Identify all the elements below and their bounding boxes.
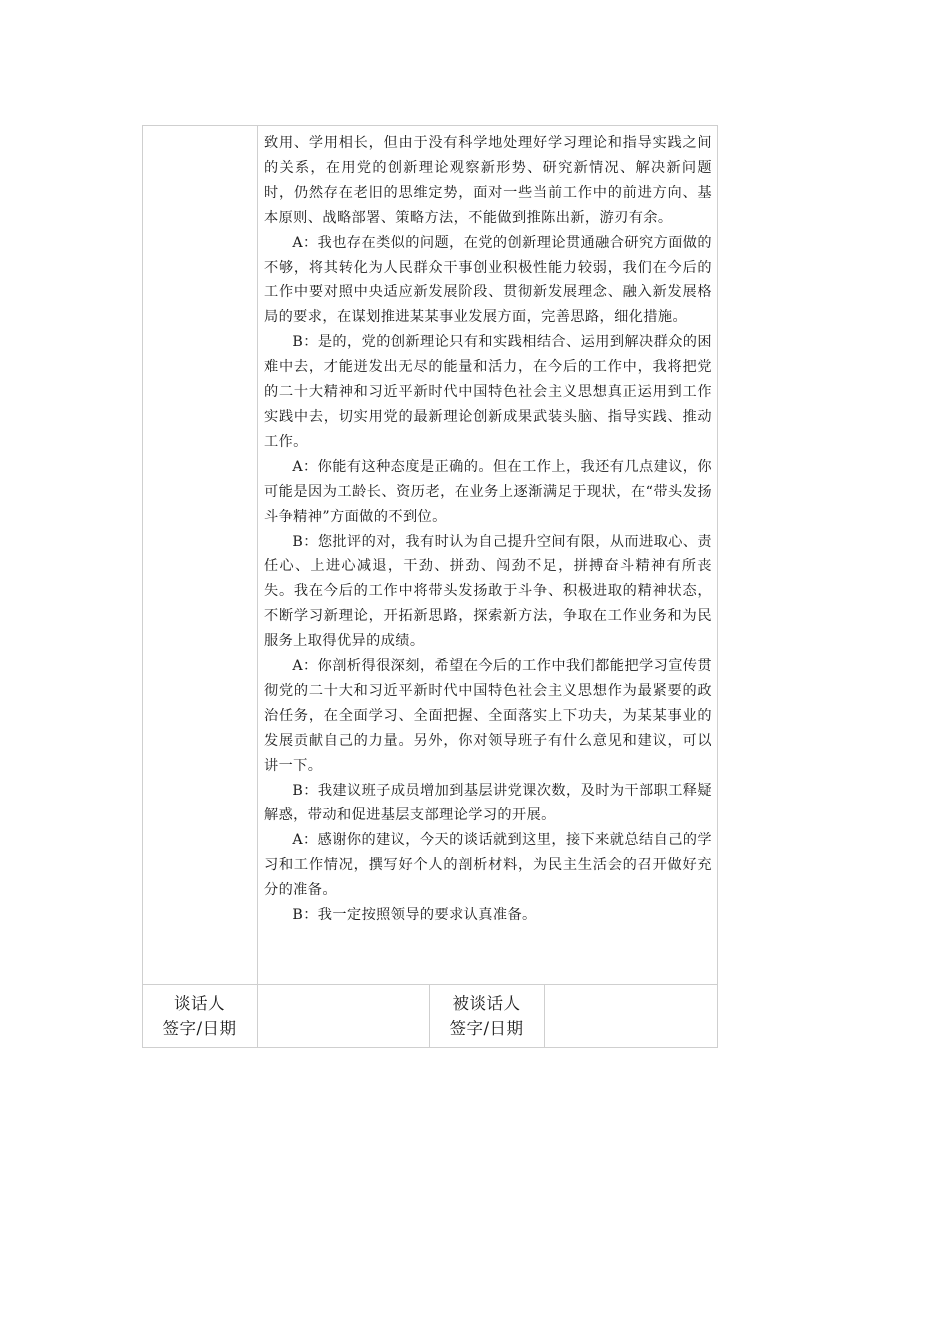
talkee-signature-label: [429, 992, 544, 1041]
talkee-label: 被谈话人: [452, 994, 521, 1013]
paragraph: A：感谢你的建议，今天的谈话就到这里，接下来就总结自己的学习和工作情况，撰写好个人的剖析材料，为民主生活会的召开做好充分的准备。: [264, 832, 712, 899]
paragraph: B：我建议班子成员增加到基层讲党课次数，及时为干部职工释疑解惑，带动和促进基层支部理论学习的开展。: [264, 782, 712, 824]
paragraph: A：你剖析得很深刻，希望在今后的工作中我们都能把学习宣传贯彻党的二十大和习近平新时代中国特色社会主义思想作为最紧要的政治任务，在全面学习、全面把握、全面落实上下功夫，为某某事业的发展贡献自己的力量。另外，你对领导班子有什么意见和建议，可以讲一下。: [264, 658, 712, 774]
talkee-date-label: 签字/日期: [449, 1018, 524, 1038]
talkee-signature-field[interactable]: [545, 985, 717, 1047]
talker-signature-label: [142, 992, 257, 1041]
talker-signature-field[interactable]: [258, 985, 429, 1047]
paragraph: B：我一定按照领导的要求认真准备。: [292, 907, 537, 924]
talker-label: 谈话人: [174, 994, 225, 1013]
paragraph: A：你能有这种态度是正确的。但在工作上，我还有几点建议，你可能是因为工龄长、资历老，在业务上逐渐满足于现状，在“带头发扬斗争精神”方面做的不到位。: [264, 458, 712, 525]
paragraph: A：我也存在类似的问题，在党的创新理论贯通融合研究方面做的不够，将其转化为人民群众干事创业积极性能力较弱，我们在今后的工作中要对照中央适应新发展阶段、贯彻新发展理念、融入新发展格局的要求，在谋划推进某某事业发展方面，完善思路，细化措施。: [264, 234, 712, 326]
conversation-content: [264, 131, 712, 928]
paragraph: B：是的，党的创新理论只有和实践相结合、运用到解决群众的困难中去，才能迸发出无尽的能量和活力，在今后的工作中，我将把党的二十大精神和习近平新时代中国特色社会主义思想真正运用到工作实践中去，切实用党的最新理论创新成果武装头脑、指导实践、推动工作。: [264, 334, 712, 450]
paragraph: 致用、学用相长，但由于没有科学地处理好学习理论和指导实践之间的关系，在用党的创新理论观察新形势、研究新情况、解决新问题时，仍然存在老旧的思维定势，面对一些当前工作中的前进方向、基本原则、战略部署、策略方法，不能做到推陈出新，游刃有余。: [264, 135, 712, 226]
paragraph: B：您批评的对，我有时认为自己提升空间有限，从而进取心、责任心、上进心减退，干劲、拼劲、闯劲不足，拼搏奋斗精神有所丧失。我在今后的工作中将带头发扬敢于斗争、积极进取的精神状态，不断学习新理论，开拓新思路，探索新方法，争取在工作业务和为民服务上取得优异的成绩。: [264, 533, 712, 650]
talker-date-label: 签字/日期: [162, 1018, 237, 1038]
column-divider: [257, 125, 258, 1048]
